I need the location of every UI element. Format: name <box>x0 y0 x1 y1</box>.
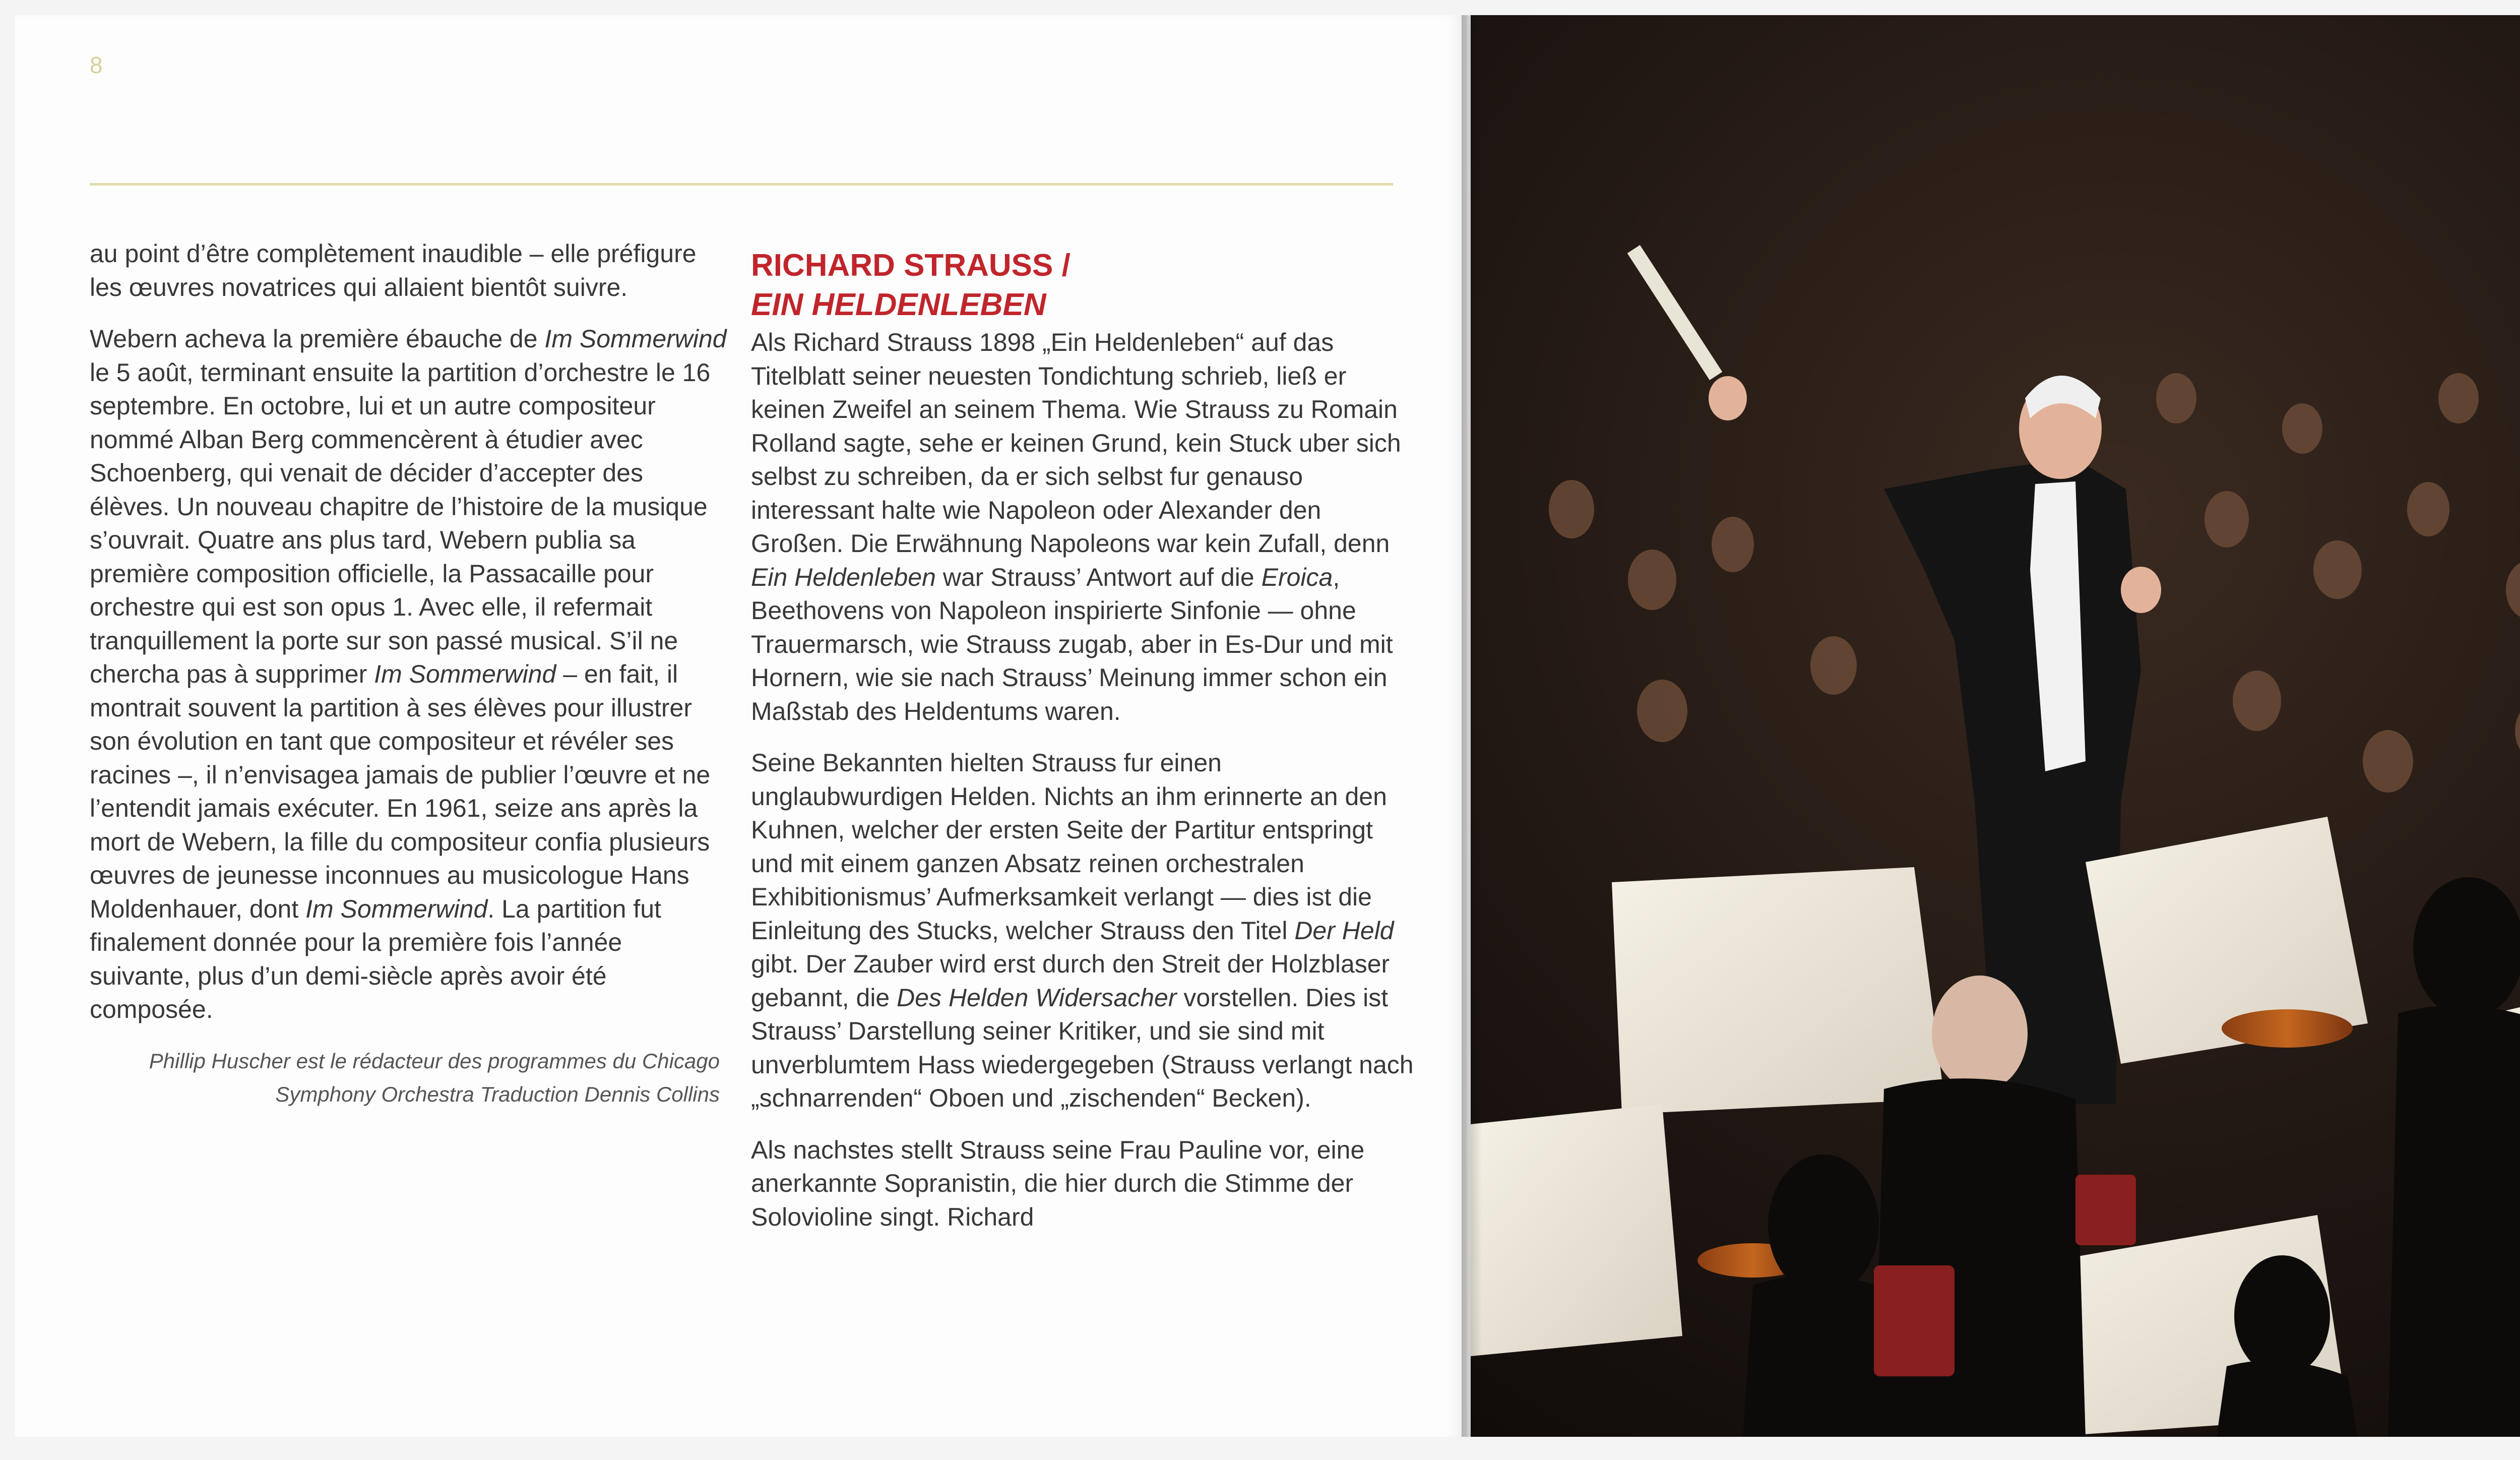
credit-line: Symphony Orchestra Traduction Dennis Collins <box>275 1082 720 1106</box>
gutter-shadow <box>1462 15 1482 1437</box>
text-run: Als Richard Strauss 1898 „Ein Heldenleben“ auf das Titelblatt seiner neuesten Tondichtung schrieb, ließ er keinen Zweifel an seinem Thema. Wie Strauss zu Romain Rolland sagte, sehe er keinen Grund, kein Stuck uber sich selbst zu schreiben, da er sich selbst fur genauso interessant halte wie Napoleon oder Alexander den Großen. Die Erwähnung Napoleons war kein Zufall, denn <box>751 328 1401 558</box>
credit-line: Phillip Huscher est le rédacteur des programmes du Chicago <box>149 1049 720 1073</box>
work-title: Im Sommerwind <box>305 894 488 923</box>
work-title: Im Sommerwind <box>544 325 727 353</box>
text-run: vorstellen. Dies ist Strauss’ Darstellung seiner Kritiker, und sie sind mit unverblumtem Hass wiedergegeben (Strauss verlangt nach „schnarrenden“ Oboen und „zischenden“ Becken). <box>751 983 1414 1112</box>
text-run: – en fait, il montrait souvent la partition à ses élèves pour illustrer son évolution en tant que compositeur et révéler ses racines –, il n’envisagea jamais de publier l’œuvre et ne l’entendit jamais exécuter. En 1961, seize ans après la mort de Webern, la fille du compositeur confia plusieurs œuvres de jeunesse inconnues au musicologue Hans Moldenhauer, dont <box>90 660 711 923</box>
work-title: Der Held <box>1294 916 1394 945</box>
photo-illustration <box>1471 15 2520 1437</box>
text-run: war Strauss’ Antwort auf die <box>935 563 1262 591</box>
text-run: Seine Bekannten hielten Strauss fur einen unglaubwurdigen Helden. Nichts an ihm erinnerte an den Kuhnen, welcher der ersten Seite der Partitur entspringt und mit einem ganzen Absatz reinen orchestralen Exhibitionismus’ Aufmerksamkeit verlangt — dies ist die Einleitung des Stucks, welcher Strauss den Titel <box>751 749 1387 945</box>
text-run: . La partition fut finalement donnée pour la première fois l’année suivante, plus d’un demi-siècle après avoir été composée. <box>90 894 661 1023</box>
text-run: le 5 août, terminant ensuite la partition d’orchestre le 16 septembre. En octobre, lui et un autre compositeur nommé Alban Berg commencèrent à étudier avec Schoenberg, qui venait de décider d’accepter des élèves. Un nouveau chapitre de l’histoire de la musique s’ouvrait. Quatre ans plus tard, Webern publia sa première composition officielle, la Passacaille pour orchestre qui est son opus 1. Avec elle, il refermait tranquillement la porte sur son passé musical. S’il ne chercha pas à supprimer <box>90 358 711 688</box>
work-title: Eroica <box>1261 563 1333 591</box>
work-title: Im Sommerwind <box>374 660 556 688</box>
right-text-column <box>751 246 1416 1252</box>
paragraph <box>751 326 1416 728</box>
work-title: Des Helden Widersacher <box>897 983 1177 1012</box>
text-run: au point d’être complètement inaudible – elle préfigure les œuvres novatrices qui allaient bientôt suivre. <box>90 239 697 301</box>
composer-heading: RICHARD STRAUSS / <box>751 248 1070 283</box>
paragraph <box>751 746 1416 1115</box>
text-run: Webern acheva la première ébauche de <box>90 325 545 353</box>
section-heading <box>751 246 1416 325</box>
left-text-column <box>90 237 730 1111</box>
text-run: Als nachstes stellt Strauss seine Frau Pauline vor, eine anerkannte Sopranistin, die hier durch die Stimme der Solovioline singt. Richard <box>751 1135 1365 1231</box>
page-number: 8 <box>90 52 103 78</box>
text-run: , Beethovens von Napoleon inspirierte Sinfonie — ohne Trauermarsch, wie Strauss zugab, aber in Es-Dur und mit Hornern, wie sie nach Strauss’ Meinung immer schon ein Maßstab des Heldentums waren. <box>751 563 1393 725</box>
work-title: Ein Heldenleben <box>751 563 936 591</box>
paragraph <box>751 1133 1416 1234</box>
work-heading: EIN HELDENLEBEN <box>751 287 1046 322</box>
paragraph <box>90 237 730 304</box>
conductor-with-orchestra-photo <box>1471 15 2520 1437</box>
header-rule <box>90 183 1393 186</box>
author-credit <box>90 1045 730 1111</box>
paragraph <box>90 322 730 1026</box>
text-run: gibt. Der Zauber wird erst durch den Streit der Holzblaser gebannt, die <box>751 950 1390 1012</box>
